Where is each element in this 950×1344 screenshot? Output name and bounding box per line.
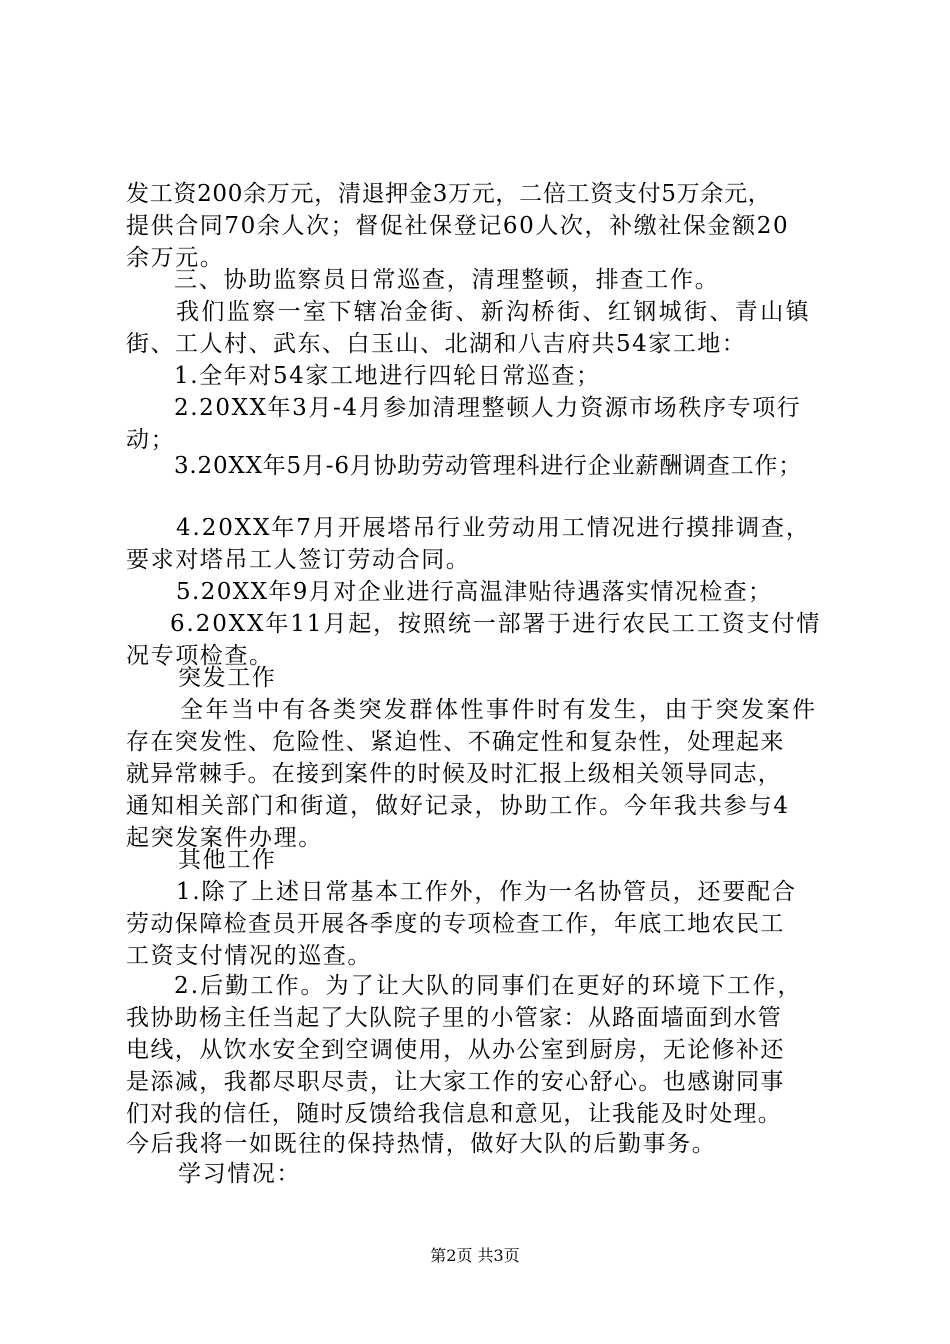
page-footer — [0, 1246, 950, 1266]
text-line: 动； — [126, 427, 176, 453]
text-line: 提供合同70余人次；督促社保登记60人次，补缴社保金额20 — [126, 213, 790, 239]
list-item: 6.20XX年11月起，按照统一部署于进行农民工工资支付情 — [170, 611, 822, 637]
text-line: 我协助杨主任当起了大队院子里的小管家：从路面墙面到水管 — [126, 1005, 783, 1031]
section-heading: 三、协助监察员日常巡查，清理整顿，排查工作。 — [174, 267, 720, 293]
text-line: 劳动保障检查员开展各季度的专项检查工作，年底工地农民工 — [126, 911, 785, 937]
text-line: 通知相关部门和街道，做好记录，协助工作。今年我共参与4 — [126, 793, 790, 819]
page-number: 第2页 — [430, 1246, 473, 1265]
section-heading: 突发工作 — [178, 665, 277, 691]
list-item: 1.全年对54家工地进行四轮日常巡查； — [174, 363, 601, 389]
list-item: 2.后勤工作。为了让大队的同事们在更好的环境下工作， — [174, 973, 803, 999]
text-line: 我们监察一室下辖冶金街、新沟桥街、红钢城街、青山镇 — [176, 299, 811, 325]
text-line: 电线，从饮水安全到空调使用，从办公室到厨房，无论修补还 — [126, 1037, 785, 1063]
text-line: 余万元。 — [126, 245, 225, 271]
text-line: 存在突发性、危险性、紧迫性、不确定性和复杂性，处理起来 — [126, 729, 785, 755]
text-line: 街、工人村、武东、白玉山、北湖和八吉府共54家工地： — [126, 331, 747, 357]
list-item: 5.20XX年9月对企业进行高温津贴待遇落实情况检查； — [176, 579, 773, 605]
text-line: 就异常棘手。在接到案件的时候及时汇报上级相关领导同志， — [126, 761, 783, 787]
list-item: 2.20XX年3月-4月参加清理整顿人力资源市场秩序专项行 — [174, 395, 802, 421]
text-line: 全年当中有各类突发群体性事件时有发生，由于突发案件 — [180, 697, 818, 723]
text-line: 工资支付情况的巡查。 — [126, 943, 372, 969]
text-line: 们对我的信任，随时反馈给我信息和意见，让我能及时处理。 — [126, 1101, 783, 1127]
section-heading: 其他工作 — [178, 847, 277, 873]
text-line: 发工资200余万元，清退押金3万元，二倍工资支付5万余元， — [126, 181, 772, 207]
text-line: 起突发案件办理。 — [126, 825, 323, 851]
page-total: 共3页 — [477, 1246, 520, 1265]
text-line: 要求对塔吊工人签订劳动合同。 — [126, 547, 471, 573]
list-item: 3.20XX年5月-6月协助劳动管理科进行企业薪酬调查工作； — [174, 453, 802, 479]
section-heading: 学习情况： — [178, 1161, 301, 1187]
text-line: 况专项检查。 — [126, 643, 274, 669]
list-item: 4.20XX年7月开展塔吊行业劳动用工情况进行摸排调查， — [176, 515, 811, 541]
list-item: 1.除了上述日常基本工作外，作为一名协管员，还要配合 — [176, 879, 797, 905]
text-line: 是添减，我都尽职尽责，让大家工作的安心舒心。也感谢同事 — [126, 1069, 785, 1095]
text-line: 今后我将一如既往的保持热情，做好大队的后勤事务。 — [126, 1131, 717, 1157]
